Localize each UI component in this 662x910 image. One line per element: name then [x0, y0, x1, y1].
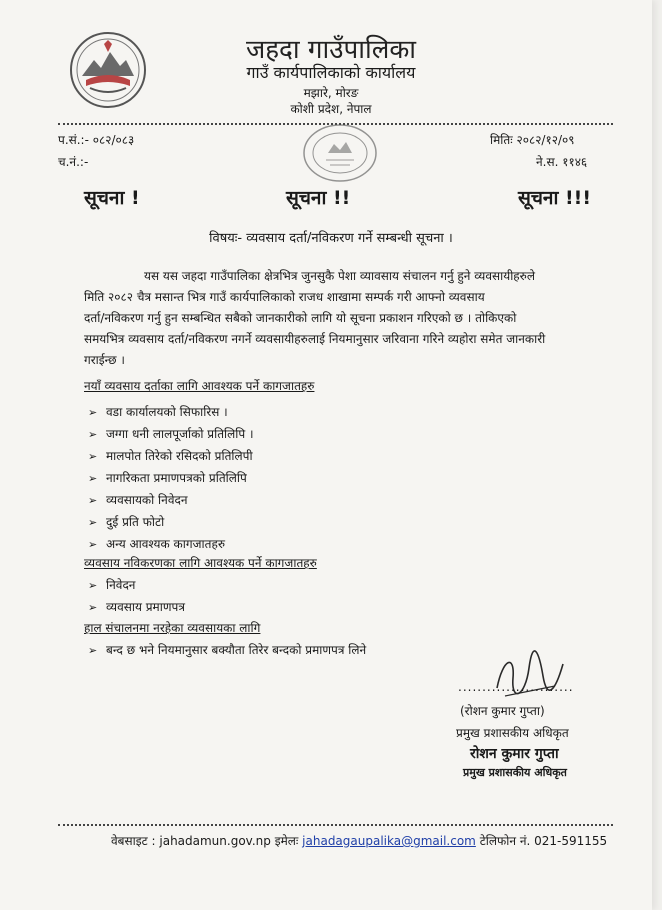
- list-item: ➢ अन्य आवश्यक कागजातहरु: [88, 537, 225, 551]
- notice-word-2: सूचना !!: [286, 187, 351, 209]
- signatory-designation: प्रमुख प्रशासकीय अधिकृत: [456, 726, 569, 740]
- email-link[interactable]: jahadagaupalika@gmail.com: [302, 834, 476, 848]
- office-province: कोशी प्रदेश, नेपाल: [290, 102, 372, 116]
- phone-number: 021-591155: [534, 834, 608, 848]
- list-item: ➢ व्यवसाय प्रमाणपत्र: [88, 600, 185, 614]
- notice-word-1: सूचना !: [84, 187, 140, 209]
- signature-line: ........................: [458, 680, 574, 694]
- arrow-bullet-icon: ➢: [88, 601, 98, 614]
- section-heading-new-registration: नयाँ व्यवसाय दर्ताका लागि आवश्यक पर्ने कागजातहरु: [84, 379, 315, 393]
- municipality-title: जहदा गाउँपालिका: [245, 35, 417, 65]
- website-link[interactable]: jahadamun.gov.np: [159, 834, 271, 848]
- signatory-name-bracket: (रोशन कुमार गुप्ता): [460, 704, 545, 718]
- arrow-bullet-icon: ➢: [88, 644, 98, 657]
- section-heading-renewal: व्यवसाय नविकरणका लागि आवश्यक पर्ने कागजातहरु: [84, 556, 317, 570]
- notice-body: [84, 266, 646, 371]
- nepal-era-date: ने.स. ११४६: [536, 155, 588, 169]
- reference-number: प.सं.:- ०८२/०८३: [58, 133, 135, 147]
- list-item: ➢ वडा कार्यालयको सिफारिस ।: [88, 405, 228, 419]
- arrow-bullet-icon: ➢: [88, 406, 98, 419]
- handwritten-signature-icon: [485, 648, 575, 708]
- body-line: दर्ता/नविकरण गर्नु हुन सम्बन्धित सबैको जानकारीको लागि यो सूचना प्रकाशन गरिएको छ । तोकिएको: [84, 311, 517, 325]
- signatory-name-stamp: रोशन कुमार गुप्ता: [470, 746, 559, 762]
- list-item: ➢ नागरिकता प्रमाणपत्रको प्रतिलिपि: [88, 471, 247, 485]
- arrow-bullet-icon: ➢: [88, 494, 98, 507]
- list-item: ➢ जग्गा धनी लालपूर्जाको प्रतिलिपि ।: [88, 427, 254, 441]
- body-line: मिति २०८२ चैत्र मसान्त भित्र गाउँ कार्यपालिकाको राजध शाखामा सम्पर्क गरी आफ्नो व्यवसाय: [84, 290, 485, 304]
- arrow-bullet-icon: ➢: [88, 516, 98, 529]
- list-item: ➢ निवेदन: [88, 578, 136, 592]
- body-line: गराईन्छ ।: [84, 353, 125, 367]
- list-item: ➢ मालपोत तिरेको रसिदको प्रतिलिपी: [88, 449, 253, 463]
- list-item: ➢ बन्द छ भने नियमानुसार बक्यौता तिरेर बन्दको प्रमाणपत्र लिने: [88, 643, 367, 657]
- list-item: ➢ दुई प्रति फोटो: [88, 515, 165, 529]
- body-line: समयभित्र व्यवसाय दर्ता/नविकरण नगर्ने व्यवसायीहरुलाई नियमानुसार जरिवाना गरिने व्यहोरा समेत जानकारी: [84, 332, 546, 346]
- notice-subject: विषयः- व्यवसाय दर्ता/नविकरण गर्ने सम्बन्धी सूचना ।: [209, 231, 453, 246]
- office-seal-stamp-icon: [300, 122, 380, 184]
- office-location: मझारे, मोरङ: [303, 86, 359, 100]
- body-line: यस यस जहदा गाउँपालिका क्षेत्रभित्र जुनसुकै पेशा व्यावसाय संचालन गर्नु हुने व्यवसायीहरुले: [144, 269, 535, 283]
- office-name: गाउँ कार्यपालिकाको कार्यालय: [246, 63, 416, 82]
- section-heading-closed-business: हाल संचालनमा नरहेका व्यवसायका लागि: [84, 621, 261, 635]
- arrow-bullet-icon: ➢: [88, 472, 98, 485]
- arrow-bullet-icon: ➢: [88, 579, 98, 592]
- arrow-bullet-icon: ➢: [88, 450, 98, 463]
- list-item: ➢ व्यवसायको निवेदन: [88, 493, 188, 507]
- signatory-designation-stamp: प्रमुख प्रशासकीय अधिकृत: [463, 766, 567, 779]
- dispatch-number: च.नं.:-: [58, 155, 89, 169]
- footer-divider: [58, 824, 613, 826]
- arrow-bullet-icon: ➢: [88, 428, 98, 441]
- notice-word-3: सूचना !!!: [518, 187, 591, 209]
- arrow-bullet-icon: ➢: [88, 538, 98, 551]
- footer-contact: वेबसाइट : jahadamun.gov.np इमेलः jahadagaupalika@gmail.com टेलिफोन नं. 021-591155: [111, 834, 608, 848]
- issue-date: मितिः २०८२/१२/०९: [490, 133, 575, 147]
